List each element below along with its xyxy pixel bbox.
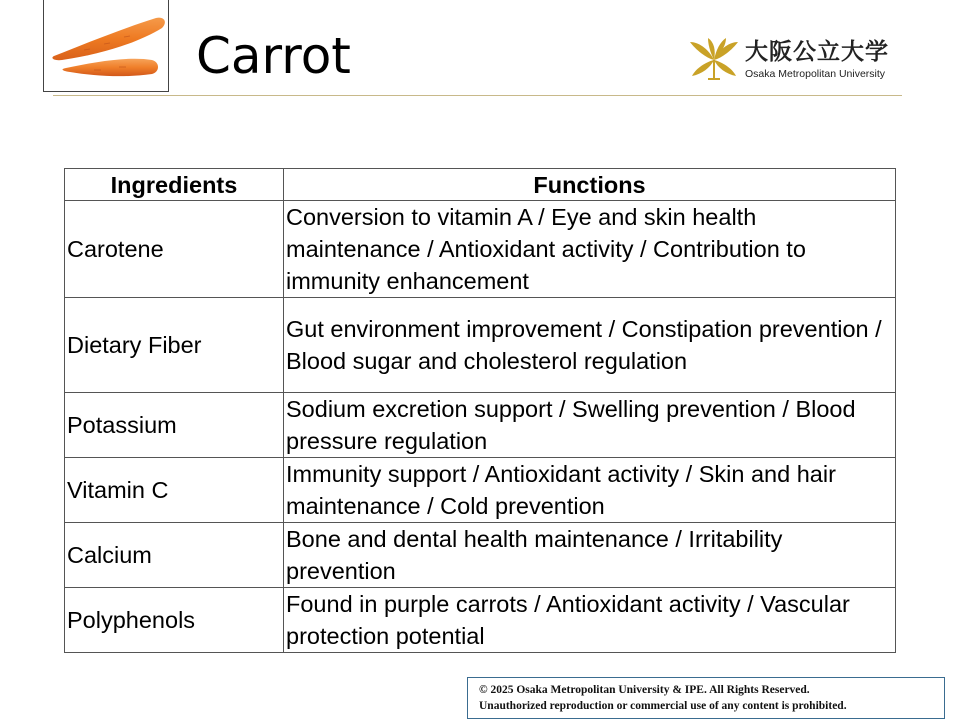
- function-cell: Bone and dental health maintenance / Irritability prevention: [284, 523, 896, 588]
- table-row: [65, 298, 896, 393]
- copyright-notice: [467, 677, 945, 719]
- copyright-line: © 2025 Osaka Metropolitan University & IPE. All Rights Reserved.: [479, 684, 810, 696]
- function-cell: Gut environment improvement / Constipation prevention / Blood sugar and cholesterol regulation: [284, 298, 896, 393]
- usage-restriction-line: Unauthorized reproduction or commercial use of any content is prohibited.: [479, 700, 847, 712]
- ingredients-table: [64, 168, 896, 653]
- header-divider: [53, 95, 902, 96]
- column-header-functions: Functions: [284, 169, 896, 201]
- table-row: [65, 458, 896, 523]
- function-cell: Sodium excretion support / Swelling prevention / Blood pressure regulation: [284, 393, 896, 458]
- ingredient-cell: Potassium: [65, 393, 284, 458]
- carrot-thumbnail: [43, 0, 169, 92]
- function-cell: Conversion to vitamin A / Eye and skin health maintenance / Antioxidant activity / Contribution to immunity enhancement: [284, 201, 896, 298]
- table-row: [65, 393, 896, 458]
- ingredient-cell: Dietary Fiber: [65, 298, 284, 393]
- function-cell: Found in purple carrots / Antioxidant activity / Vascular protection potential: [284, 588, 896, 653]
- university-logo: [688, 38, 908, 86]
- table-row: [65, 588, 896, 653]
- table-row: [65, 523, 896, 588]
- page-title: Carrot: [196, 27, 351, 85]
- column-header-ingredients: Ingredients: [65, 169, 284, 201]
- logo-japanese-name: 大阪公立大学: [745, 39, 889, 65]
- table-header-row: [65, 169, 896, 201]
- ingredient-cell: Vitamin C: [65, 458, 284, 523]
- logo-english-name: Osaka Metropolitan University: [745, 68, 886, 80]
- ingredient-cell: Polyphenols: [65, 588, 284, 653]
- ginkgo-leaf-logo-icon: [688, 38, 740, 82]
- table-row: [65, 201, 896, 298]
- ingredient-cell: Calcium: [65, 523, 284, 588]
- carrot-image-icon: [44, 0, 169, 92]
- function-cell: Immunity support / Antioxidant activity / Skin and hair maintenance / Cold prevention: [284, 458, 896, 523]
- ingredient-cell: Carotene: [65, 201, 284, 298]
